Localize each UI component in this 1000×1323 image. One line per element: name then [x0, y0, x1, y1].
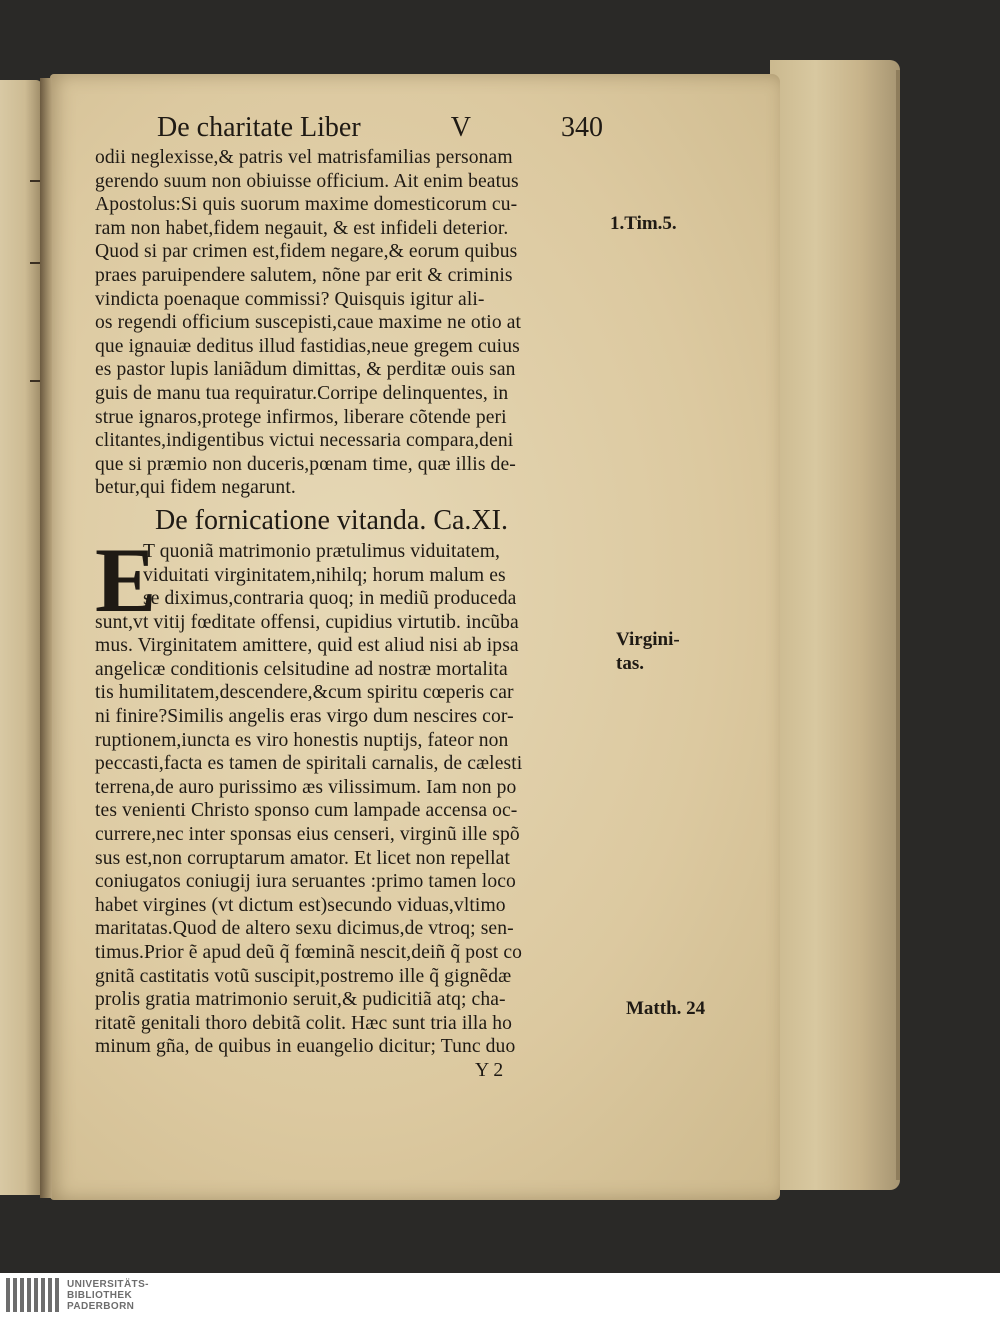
- text-line: Apostolus:Si quis suorum maxime domesticorum cu-: [95, 194, 518, 216]
- text-line: mus. Virginitatem amittere, quid est aliud nisi ab ipsa: [95, 635, 519, 657]
- paragraph-after-heading: [95, 611, 625, 1059]
- text-line: sunt,vt vitij fœditate offensi, cupidius virtutib. incũba: [95, 611, 519, 633]
- signature-mark: Y 2: [475, 1059, 504, 1081]
- text-line: ritatẽ genitali thoro debitã colit. Hæc sunt tria illa ho: [95, 1012, 513, 1034]
- text-line: viduitati virginitatem,nihilq; horum malum es: [143, 564, 506, 586]
- running-head-title: De charitate Liber: [157, 112, 361, 143]
- text-line: habet virgines (vt dictum est)secundo viduas,vltimo: [95, 894, 506, 916]
- text-line: Quod si par crimen est,fidem negare,& eorum quibus: [95, 241, 518, 263]
- text-line: timus.Prior ẽ apud deũ q̃ fœminã nescit,deiñ q̃ post co: [95, 942, 523, 963]
- library-logo: [6, 1278, 149, 1312]
- page-text: [95, 110, 625, 1083]
- paragraph-before-heading: [95, 146, 625, 500]
- text-line: maritatas.Quod de altero sexu dicimus,de vtroq; sen-: [95, 918, 514, 940]
- text-line: odii neglexisse,& patris vel matrisfamilias personam: [95, 147, 513, 168]
- text-line: minum gña, de quibus in euangelio dicitur; Tunc duo: [95, 1036, 516, 1058]
- marginal-note-virginitas: Virgini-: [616, 629, 680, 650]
- book-gutter: [40, 78, 52, 1198]
- library-logo-text: UNIVERSITÄTS- BIBLIOTHEK PADERBORN: [67, 1278, 149, 1312]
- text-line: guis de manu tua requiratur.Corripe delinquentes, in: [95, 382, 509, 404]
- running-head-book: V: [450, 112, 471, 143]
- text-line: se diximus,contraria quoq; in mediũ produceda: [143, 588, 517, 610]
- text-line: currere,nec inter sponsas eius censeri, virginũ ille spõ: [95, 824, 520, 846]
- library-logo-icon: [6, 1278, 59, 1312]
- text-line: tis humilitatem,descendere,&cum spiritu cœperis car: [95, 682, 514, 704]
- text-line: praes paruipendere salutem, nõne par erit & criminis: [95, 264, 513, 286]
- text-line: angelicæ conditionis celsitudine ad nostræ mortalita: [95, 658, 508, 680]
- text-line: es pastor lupis laniãdum dimittas, & perditæ ouis san: [95, 359, 516, 381]
- text-line: prolis gratia matrimonio seruit,& pudicitiã atq; cha-: [95, 989, 506, 1011]
- marginal-note-virginitas-cont: tas.: [616, 653, 644, 674]
- text-line: tes venienti Christo sponso cum lampade accensa oc-: [95, 800, 518, 822]
- text-line: vindicta poenaque commissi? Quisquis igitur ali-: [95, 288, 485, 310]
- text-line: os regendi officium suscepisti,caue maxime ne otio at: [95, 312, 522, 334]
- text-line: ram non habet,fidem negauit, & est infideli deterior.: [95, 217, 509, 239]
- page-stack-edge: [770, 60, 900, 1190]
- text-line: clitantes,indigentibus victui necessaria compara,deni: [95, 430, 514, 452]
- left-page-edge: [0, 80, 42, 1195]
- text-line: gerendo suum non obiuisse officium. Ait enim beatus: [95, 170, 519, 192]
- page-number: 340: [560, 112, 603, 143]
- text-line: terrena,de auro purissimo æs vilissimum. Iam non po: [95, 776, 517, 798]
- text-line: que ignauiæ deditus illud fastidias,neue gregem cuius: [95, 335, 520, 357]
- text-line: coniugatos coniugij iura seruantes :primo tamen loco: [95, 871, 516, 893]
- marginal-note-timothy: 1.Tim.5.: [610, 213, 677, 234]
- text-line: T quoniã matrimonio prætulimus viduitatem,: [143, 540, 501, 562]
- text-line: ni finire?Similis angelis eras virgo dum nescires cor-: [95, 706, 514, 728]
- footer-bar: [0, 1273, 1000, 1323]
- text-line: betur,qui fidem negarunt.: [95, 477, 296, 499]
- chapter-heading: De fornicatione vitanda. Ca.XI.: [155, 504, 508, 536]
- text-line: ruptionem,iuncta es viro honestis nuptijs, fateor non: [95, 729, 509, 751]
- text-line: peccasti,facta es tamen de spiritali carnalis, de cælesti: [95, 753, 523, 775]
- text-line: sus est,non corruptarum amator. Et licet non repellat: [95, 847, 511, 869]
- text-line: gnitã castitatis votũ suscipit,postremo ille q̃ gignẽdæ: [95, 965, 512, 987]
- running-head: [95, 110, 625, 146]
- text-line: strue ignaros,protege infirmos, liberare cõtende peri: [95, 406, 507, 428]
- drop-cap: E: [95, 528, 157, 631]
- text-line: que si præmio non duceris,pœnam time, quæ illis de-: [95, 453, 516, 475]
- marginal-note-matthew: Matth. 24: [626, 998, 706, 1019]
